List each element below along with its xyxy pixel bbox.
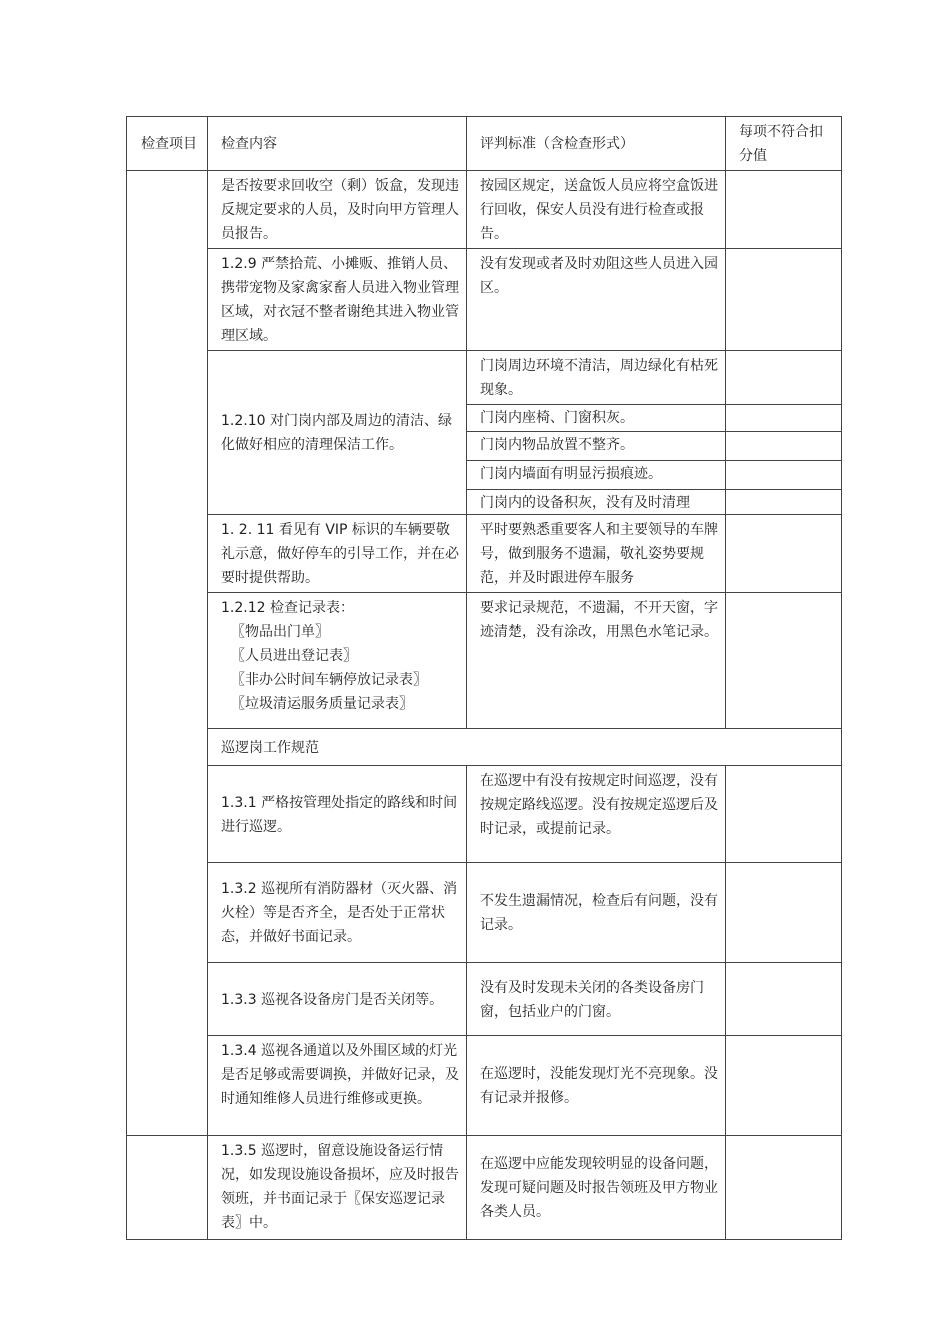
header-evaluation-standard: 评判标准（含检查形式） xyxy=(467,117,726,171)
deduction-cell xyxy=(726,1136,842,1240)
standard-cell: 平时要熟悉重要客人和主要领导的车牌号，做到服务不遗漏，敬礼姿势要规范，并及时跟进停车服务 xyxy=(467,515,726,593)
deduction-cell xyxy=(726,863,842,963)
content-cell: 1.2.9 严禁拾荒、小摊贩、推销人员、携带宠物及家禽家畜人员进入物业管理区域，对衣冠不整者谢绝其进入物业管理区域。 xyxy=(208,249,467,351)
deduction-cell xyxy=(726,432,842,461)
content-cell xyxy=(208,593,467,729)
record-item: 〖垃圾清运服务质量记录表〗 xyxy=(231,696,413,712)
header-inspection-content: 检查内容 xyxy=(208,117,467,171)
inspection-item-cell xyxy=(127,171,208,1136)
table-row xyxy=(127,1136,842,1240)
record-item: 〖物品出门单〗 xyxy=(231,624,329,640)
record-item: 〖人员进出登记表〗 xyxy=(231,648,357,664)
content-cell: 是否按要求回收空（剩）饭盒，发现违反规定要求的人员，及时向甲方管理人员报告。 xyxy=(208,171,467,249)
header-inspection-item: 检查项目 xyxy=(127,117,208,171)
deduction-cell xyxy=(726,249,842,351)
standard-cell: 没有及时发现未关闭的各类设备房门窗，包括业户的门窗。 xyxy=(467,963,726,1036)
deduction-cell xyxy=(726,490,842,515)
standard-cell: 没有发现或者及时劝阻这些人员进入园区。 xyxy=(467,249,726,351)
table-header-row xyxy=(127,117,842,171)
content-cell: 1.3.4 巡视各通道以及外围区域的灯光是否足够或需要调换，并做好记录，及时通知维修人员进行维修或更换。 xyxy=(208,1036,467,1136)
section-row xyxy=(127,729,842,766)
deduction-cell xyxy=(726,171,842,249)
standard-cell: 按园区规定，送盒饭人员应将空盒饭进行回收，保安人员没有进行检查或报告。 xyxy=(467,171,726,249)
records-title: 1.2.12 检查记录表： xyxy=(221,600,354,616)
table-row xyxy=(127,863,842,963)
table-row xyxy=(127,515,842,593)
deduction-cell xyxy=(726,766,842,863)
standard-cell: 门岗内座椅、门窗积灰。 xyxy=(467,405,726,432)
standard-cell: 在巡逻中有没有按规定时间巡逻，没有按规定路线巡逻。没有按规定巡逻后及时记录，或提前记录。 xyxy=(467,766,726,863)
table-row xyxy=(127,593,842,729)
deduction-cell xyxy=(726,515,842,593)
content-cell: 1.3.2 巡视所有消防器材（灭火器、消火栓）等是否齐全，是否处于正常状态，并做好书面记录。 xyxy=(208,863,467,963)
deduction-cell xyxy=(726,593,842,729)
standard-cell: 门岗内物品放置不整齐。 xyxy=(467,432,726,461)
standard-cell: 不发生遗漏情况，检查后有问题，没有记录。 xyxy=(467,863,726,963)
table-row xyxy=(127,1036,842,1136)
standard-cell: 门岗内墙面有明显污损痕迹。 xyxy=(467,461,726,490)
inspection-item-cell xyxy=(127,1136,208,1240)
table-row xyxy=(127,766,842,863)
content-cell: 1.3.1 严格按管理处指定的路线和时间进行巡逻。 xyxy=(208,766,467,863)
deduction-cell xyxy=(726,405,842,432)
inspection-table xyxy=(126,116,842,1240)
table-row xyxy=(127,249,842,351)
content-cell: 1.2.10 对门岗内部及周边的清洁、绿化做好相应的清理保洁工作。 xyxy=(208,351,467,515)
content-cell: 1.3.5 巡逻时，留意设施设备运行情况，如发现设施设备损坏，应及时报告领班，并书面记录于〖保安巡逻记录表〗中。 xyxy=(208,1136,467,1240)
record-item: 〖非办公时间车辆停放记录表〗 xyxy=(231,672,427,688)
deduction-cell xyxy=(726,351,842,405)
deduction-cell xyxy=(726,461,842,490)
table-row xyxy=(127,351,842,405)
standard-cell: 门岗内的设备积灰，没有及时清理 xyxy=(467,490,726,515)
standard-cell: 在巡逻时，没能发现灯光不亮现象。没有记录并报修。 xyxy=(467,1036,726,1136)
table-row xyxy=(127,171,842,249)
deduction-cell xyxy=(726,963,842,1036)
standard-cell: 要求记录规范，不遗漏，不开天窗，字迹清楚，没有涂改，用黑色水笔记录。 xyxy=(467,593,726,729)
table-row xyxy=(127,963,842,1036)
content-cell: 1.3.3 巡视各设备房门是否关闭等。 xyxy=(208,963,467,1036)
deduction-cell xyxy=(726,1036,842,1136)
section-title: 巡逻岗工作规范 xyxy=(208,729,842,766)
standard-cell: 门岗周边环境不清洁，周边绿化有枯死现象。 xyxy=(467,351,726,405)
header-deduction-value: 每项不符合扣分值 xyxy=(726,117,842,171)
content-cell: 1. 2. 11 看见有 VIP 标识的车辆要敬礼示意，做好停车的引导工作，并在必要时提供帮助。 xyxy=(208,515,467,593)
standard-cell: 在巡逻中应能发现较明显的设备问题，发现可疑问题及时报告领班及甲方物业各类人员。 xyxy=(467,1136,726,1240)
